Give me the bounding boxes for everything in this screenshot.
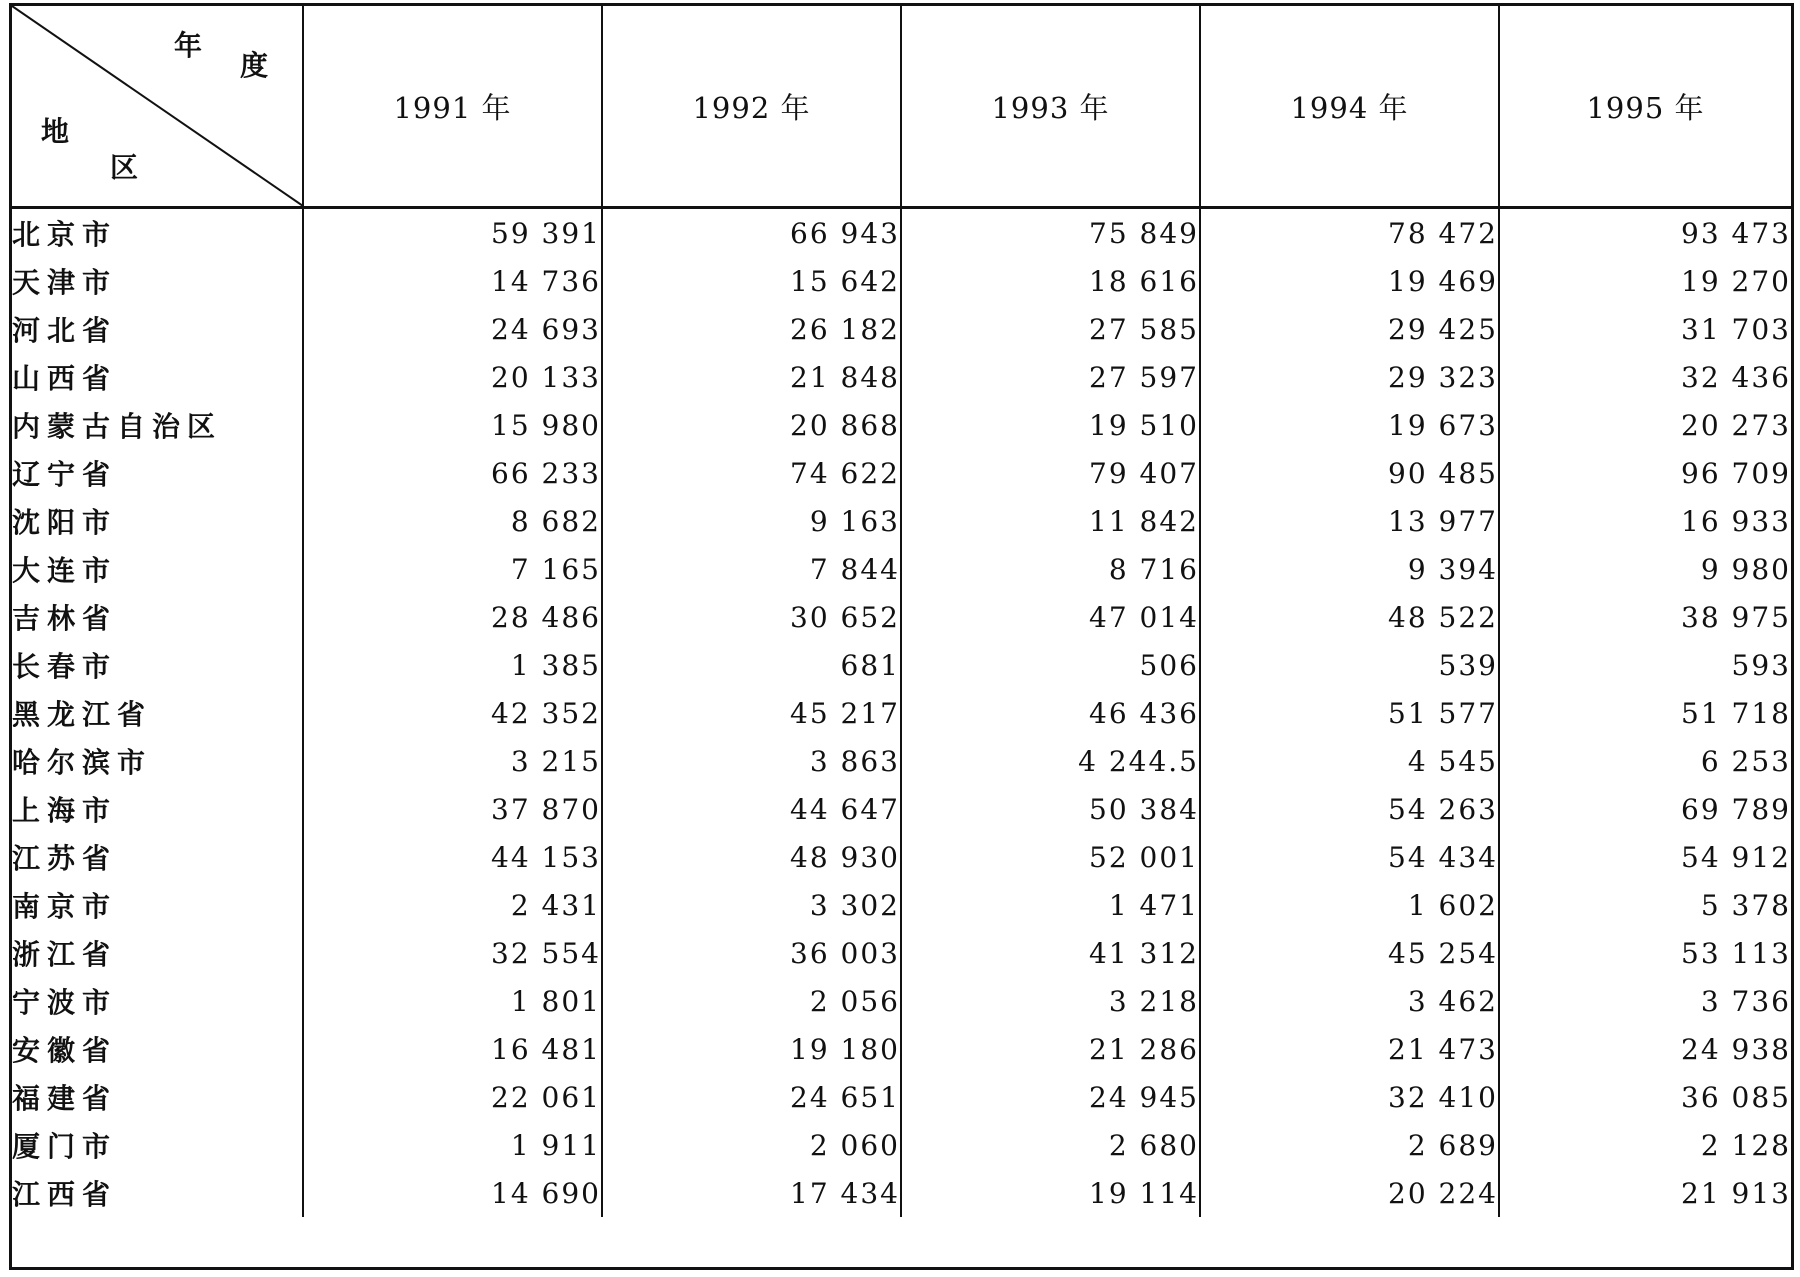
table-body bbox=[12, 208, 1791, 1218]
value-cell: 53 113 bbox=[1499, 929, 1791, 977]
table-row bbox=[12, 1121, 1791, 1169]
value-cell: 30 652 bbox=[602, 593, 901, 641]
value-cell: 15 642 bbox=[602, 257, 901, 305]
value-cell: 2 128 bbox=[1499, 1121, 1791, 1169]
value-cell: 51 718 bbox=[1499, 689, 1791, 737]
value-cell: 19 270 bbox=[1499, 257, 1791, 305]
value-cell: 4 244.5 bbox=[901, 737, 1200, 785]
value-cell: 1 602 bbox=[1200, 881, 1499, 929]
value-cell: 24 651 bbox=[602, 1073, 901, 1121]
value-cell: 78 472 bbox=[1200, 208, 1499, 258]
value-cell: 2 431 bbox=[303, 881, 602, 929]
value-cell: 21 848 bbox=[602, 353, 901, 401]
region-cell: 北京市 bbox=[12, 218, 118, 251]
data-table bbox=[9, 3, 1794, 1270]
value-cell: 1 471 bbox=[901, 881, 1200, 929]
value-cell: 20 273 bbox=[1499, 401, 1791, 449]
value-cell: 24 938 bbox=[1499, 1025, 1791, 1073]
value-cell: 2 689 bbox=[1200, 1121, 1499, 1169]
table-row bbox=[12, 1025, 1791, 1073]
value-cell: 66 233 bbox=[303, 449, 602, 497]
value-cell: 51 577 bbox=[1200, 689, 1499, 737]
value-cell: 506 bbox=[901, 641, 1200, 689]
value-cell: 38 975 bbox=[1499, 593, 1791, 641]
year-header-1991: 1991 年 bbox=[303, 6, 602, 208]
value-cell: 27 585 bbox=[901, 305, 1200, 353]
value-cell: 9 394 bbox=[1200, 545, 1499, 593]
value-cell: 20 868 bbox=[602, 401, 901, 449]
table-row bbox=[12, 833, 1791, 881]
table-row bbox=[12, 1073, 1791, 1121]
value-cell: 32 410 bbox=[1200, 1073, 1499, 1121]
value-cell: 15 980 bbox=[303, 401, 602, 449]
value-cell: 3 736 bbox=[1499, 977, 1791, 1025]
value-cell: 41 312 bbox=[901, 929, 1200, 977]
table-row bbox=[12, 449, 1791, 497]
year-header-1994: 1994 年 bbox=[1200, 6, 1499, 208]
value-cell: 46 436 bbox=[901, 689, 1200, 737]
value-cell: 52 001 bbox=[901, 833, 1200, 881]
value-cell: 3 215 bbox=[303, 737, 602, 785]
table-row bbox=[12, 737, 1791, 785]
value-cell: 11 842 bbox=[901, 497, 1200, 545]
corner-region-label-2: 区 bbox=[110, 151, 140, 184]
table-row bbox=[12, 401, 1791, 449]
corner-region-label-1: 地 bbox=[41, 115, 71, 148]
value-cell: 2 680 bbox=[901, 1121, 1200, 1169]
value-cell: 21 286 bbox=[901, 1025, 1200, 1073]
year-header-1992: 1992 年 bbox=[602, 6, 901, 208]
value-cell: 18 616 bbox=[901, 257, 1200, 305]
table-row bbox=[12, 1169, 1791, 1217]
value-cell: 1 911 bbox=[303, 1121, 602, 1169]
table-row bbox=[12, 257, 1791, 305]
value-cell: 19 180 bbox=[602, 1025, 901, 1073]
value-cell: 27 597 bbox=[901, 353, 1200, 401]
region-cell: 长春市 bbox=[12, 650, 118, 683]
value-cell: 45 254 bbox=[1200, 929, 1499, 977]
value-cell: 22 061 bbox=[303, 1073, 602, 1121]
value-cell: 36 085 bbox=[1499, 1073, 1791, 1121]
value-cell: 90 485 bbox=[1200, 449, 1499, 497]
value-cell: 48 930 bbox=[602, 833, 901, 881]
region-cell: 吉林省 bbox=[12, 602, 118, 635]
header-row bbox=[12, 6, 1791, 208]
value-cell: 20 224 bbox=[1200, 1169, 1499, 1217]
value-cell: 19 673 bbox=[1200, 401, 1499, 449]
value-cell: 28 486 bbox=[303, 593, 602, 641]
value-cell: 4 545 bbox=[1200, 737, 1499, 785]
region-cell: 南京市 bbox=[12, 890, 118, 923]
table-row bbox=[12, 881, 1791, 929]
region-cell: 河北省 bbox=[12, 314, 118, 347]
region-cell: 浙江省 bbox=[12, 938, 118, 971]
value-cell: 74 622 bbox=[602, 449, 901, 497]
value-cell: 96 709 bbox=[1499, 449, 1791, 497]
value-cell: 37 870 bbox=[303, 785, 602, 833]
value-cell: 42 352 bbox=[303, 689, 602, 737]
value-cell: 13 977 bbox=[1200, 497, 1499, 545]
value-cell: 24 945 bbox=[901, 1073, 1200, 1121]
region-cell: 江苏省 bbox=[12, 842, 118, 875]
value-cell: 54 434 bbox=[1200, 833, 1499, 881]
value-cell: 7 165 bbox=[303, 545, 602, 593]
value-cell: 21 913 bbox=[1499, 1169, 1791, 1217]
value-cell: 66 943 bbox=[602, 208, 901, 258]
value-cell: 26 182 bbox=[602, 305, 901, 353]
value-cell: 3 302 bbox=[602, 881, 901, 929]
value-cell: 16 933 bbox=[1499, 497, 1791, 545]
value-cell: 69 789 bbox=[1499, 785, 1791, 833]
table-row bbox=[12, 593, 1791, 641]
value-cell: 2 060 bbox=[602, 1121, 901, 1169]
diagonal-divider bbox=[12, 6, 303, 206]
value-cell: 47 014 bbox=[901, 593, 1200, 641]
region-cell: 内蒙古自治区 bbox=[12, 410, 223, 443]
value-cell: 16 481 bbox=[303, 1025, 602, 1073]
value-cell: 44 153 bbox=[303, 833, 602, 881]
table-row bbox=[12, 545, 1791, 593]
value-cell: 1 801 bbox=[303, 977, 602, 1025]
value-cell: 79 407 bbox=[901, 449, 1200, 497]
value-cell: 19 114 bbox=[901, 1169, 1200, 1217]
corner-year-label-1: 年 bbox=[174, 29, 204, 62]
value-cell: 539 bbox=[1200, 641, 1499, 689]
year-header-1993: 1993 年 bbox=[901, 6, 1200, 208]
region-cell: 沈阳市 bbox=[12, 506, 118, 539]
corner-header-cell bbox=[12, 6, 303, 208]
value-cell: 3 462 bbox=[1200, 977, 1499, 1025]
table-row bbox=[12, 785, 1791, 833]
table-row bbox=[12, 208, 1791, 258]
value-cell: 59 391 bbox=[303, 208, 602, 258]
value-cell: 24 693 bbox=[303, 305, 602, 353]
value-cell: 3 863 bbox=[602, 737, 901, 785]
value-cell: 14 690 bbox=[303, 1169, 602, 1217]
value-cell: 7 844 bbox=[602, 545, 901, 593]
value-cell: 19 510 bbox=[901, 401, 1200, 449]
value-cell: 21 473 bbox=[1200, 1025, 1499, 1073]
table-row bbox=[12, 353, 1791, 401]
value-cell: 75 849 bbox=[901, 208, 1200, 258]
region-cell: 厦门市 bbox=[12, 1130, 118, 1163]
table-row bbox=[12, 305, 1791, 353]
value-cell: 681 bbox=[602, 641, 901, 689]
table-row bbox=[12, 977, 1791, 1025]
value-cell: 93 473 bbox=[1499, 208, 1791, 258]
value-cell: 3 218 bbox=[901, 977, 1200, 1025]
region-cell: 天津市 bbox=[12, 266, 118, 299]
region-cell: 江西省 bbox=[12, 1178, 118, 1211]
table-row bbox=[12, 497, 1791, 545]
value-cell: 1 385 bbox=[303, 641, 602, 689]
region-cell: 福建省 bbox=[12, 1082, 118, 1115]
value-cell: 5 378 bbox=[1499, 881, 1791, 929]
region-cell: 上海市 bbox=[12, 794, 118, 827]
value-cell: 593 bbox=[1499, 641, 1791, 689]
value-cell: 20 133 bbox=[303, 353, 602, 401]
value-cell: 14 736 bbox=[303, 257, 602, 305]
region-cell: 安徽省 bbox=[12, 1034, 118, 1067]
value-cell: 17 434 bbox=[602, 1169, 901, 1217]
value-cell: 44 647 bbox=[602, 785, 901, 833]
region-cell: 大连市 bbox=[12, 554, 118, 587]
value-cell: 6 253 bbox=[1499, 737, 1791, 785]
table-row bbox=[12, 929, 1791, 977]
region-cell: 辽宁省 bbox=[12, 458, 118, 491]
year-header-1995: 1995 年 bbox=[1499, 6, 1791, 208]
value-cell: 32 554 bbox=[303, 929, 602, 977]
value-cell: 32 436 bbox=[1499, 353, 1791, 401]
value-cell: 54 263 bbox=[1200, 785, 1499, 833]
value-cell: 54 912 bbox=[1499, 833, 1791, 881]
value-cell: 2 056 bbox=[602, 977, 901, 1025]
value-cell: 8 716 bbox=[901, 545, 1200, 593]
table-row bbox=[12, 641, 1791, 689]
value-cell: 48 522 bbox=[1200, 593, 1499, 641]
corner-year-label-2: 度 bbox=[240, 49, 270, 82]
value-cell: 45 217 bbox=[602, 689, 901, 737]
value-cell: 9 163 bbox=[602, 497, 901, 545]
value-cell: 50 384 bbox=[901, 785, 1200, 833]
value-cell: 19 469 bbox=[1200, 257, 1499, 305]
value-cell: 9 980 bbox=[1499, 545, 1791, 593]
value-cell: 29 323 bbox=[1200, 353, 1499, 401]
region-cell: 山西省 bbox=[12, 362, 118, 395]
region-cell: 宁波市 bbox=[12, 986, 118, 1019]
value-cell: 8 682 bbox=[303, 497, 602, 545]
value-cell: 36 003 bbox=[602, 929, 901, 977]
region-cell: 黑龙江省 bbox=[12, 698, 153, 731]
value-cell: 29 425 bbox=[1200, 305, 1499, 353]
table-row bbox=[12, 689, 1791, 737]
region-cell: 哈尔滨市 bbox=[12, 746, 153, 779]
value-cell: 31 703 bbox=[1499, 305, 1791, 353]
